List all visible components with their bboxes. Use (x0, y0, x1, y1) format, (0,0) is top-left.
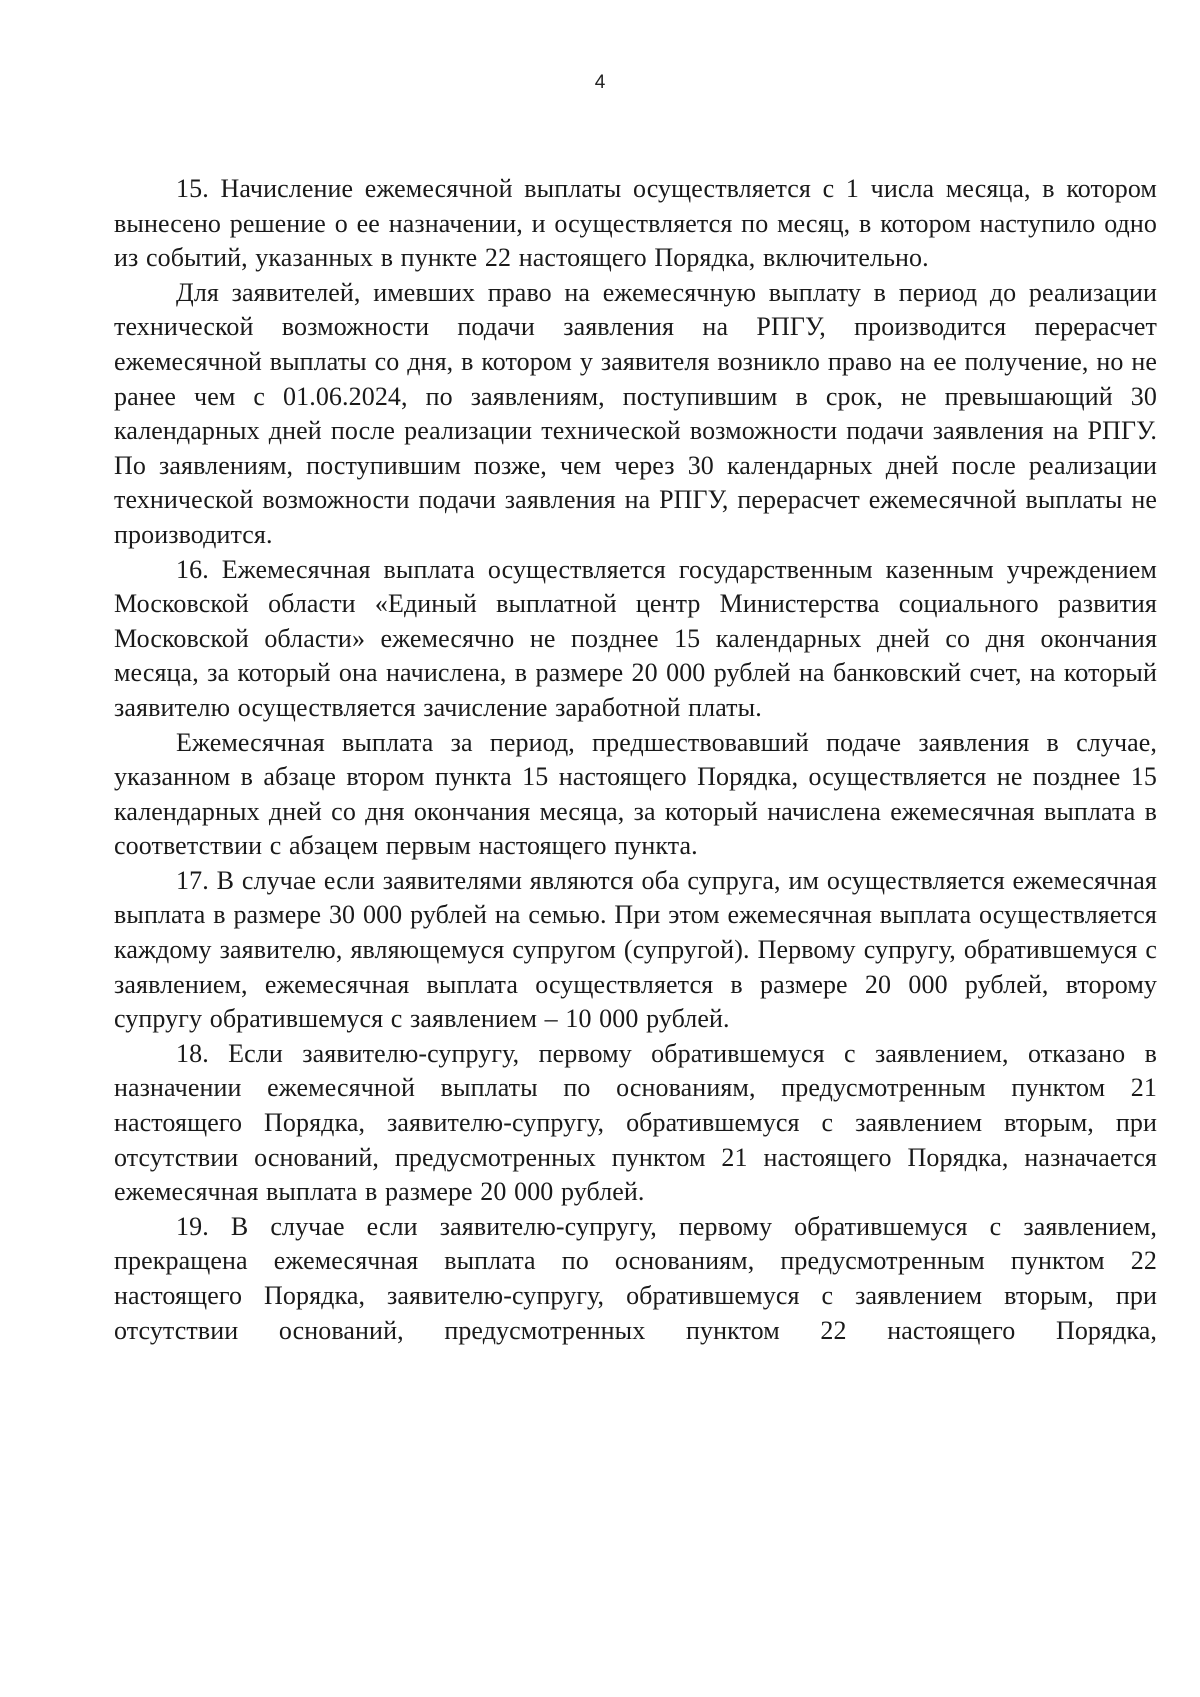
document-body (114, 172, 1157, 1348)
paragraph-16-second: Ежемесячная выплата за период, предшествовавший подаче заявления в случае, указанном в абзаце втором пункта 15 настоящего Порядка, осуществляется не позднее 15 календарных дней со дня окончания месяца, за который начислена ежемесячная выплата в соответствии с абзацем первым настоящего пункта. (114, 727, 1157, 861)
paragraph-18: 18. Если заявителю-супругу, первому обратившемуся с заявлением, отказано в назначении ежемесячной выплаты по основаниям, предусмотренным пунктом 21 настоящего Порядка, заявителю-супругу, обратившемуся с заявлением вторым, при отсутствии оснований, предусмотренных пунктом 21 настоящего Порядка, назначается ежемесячная выплата в размере 20 000 рублей. (114, 1038, 1157, 1207)
paragraph-16: 16. Ежемесячная выплата осуществляется государственным казенным учреждением Московской области «Единый выплатной центр Министерства социального развития Московской области» ежемесячно не позднее 15 календарных дней со дня окончания месяца, за который она начислена, в размере 20 000 рублей на банковский счет, на который заявителю осуществляется зачисление заработной платы. (114, 554, 1157, 722)
paragraph-15-second: Для заявителей, имевших право на ежемесячную выплату в период до реализации технической возможности подачи заявления на РПГУ, производится перерасчет ежемесячной выплаты со дня, в котором у заявителя возникло право на ее получение, но не ранее чем с 01.06.2024, по заявлениям, поступившим в срок, не превышающий 30 календарных дней после реализации технической возможности подачи заявления на РПГУ. По заявлениям, поступившим позже, чем через 30 календарных дней после реализации технической возможности подачи заявления на РПГУ, перерасчет ежемесячной выплаты не производится. (114, 277, 1157, 549)
paragraph-17: 17. В случае если заявителями являются оба супруга, им осуществляется ежемесячная выплата в размере 30 000 рублей на семью. При этом ежемесячная выплата осуществляется каждому заявителю, являющемуся супругом (супругой). Первому супругу, обратившемуся с заявлением, ежемесячная выплата осуществляется в размере 20 000 рублей, второму супругу обратившемуся с заявлением – 10 000 рублей. (114, 865, 1157, 1034)
page-number: 4 (594, 72, 606, 93)
paragraph-15: 15. Начисление ежемесячной выплаты осуществляется с 1 числа месяца, в котором вынесено решение о ее назначении, и осуществляется по месяц, в котором наступило одно из событий, указанных в пункте 22 настоящего Порядка, включительно. (114, 174, 1157, 273)
paragraph-19: 19. В случае если заявителю-супругу, первому обратившемуся с заявлением, прекращена ежемесячная выплата по основаниям, предусмотренным пунктом 22 настоящего Порядка, заявителю-супругу, обратившемуся с заявлением вторым, при отсутствии оснований, предусмотренных пунктом 22 настоящего Порядка, (114, 1211, 1157, 1345)
